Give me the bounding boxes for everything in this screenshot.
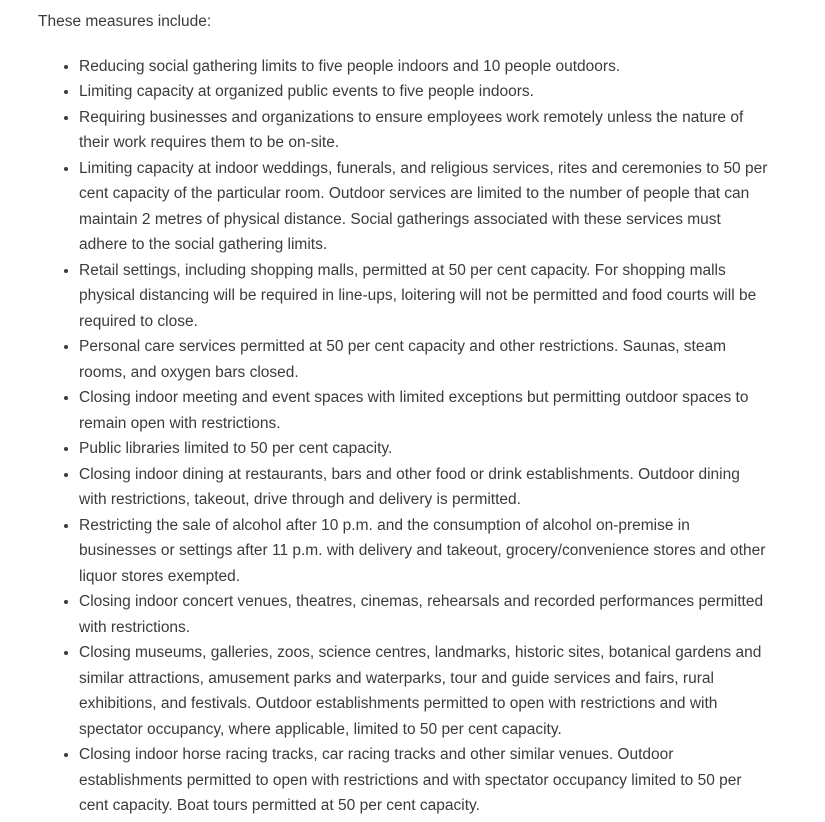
- list-item: • Limiting capacity at indoor weddings, funerals, and religious services, rites and ceremonies to 50 per cent capacity of the particular room. Outdoor services are limited to the number of people that can maintain 2 metres of physical distance. Social gatherings associated with these services must adhere to the social gathering limits.: [79, 156, 768, 258]
- measures-list: [38, 54, 768, 819]
- list-item: • Retail settings, including shopping malls, permitted at 50 per cent capacity. For shopping malls physical distancing will be required in line-ups, loitering will not be permitted and food courts will be required to close.: [79, 258, 768, 335]
- list-item: • Closing indoor meeting and event spaces with limited exceptions but permitting outdoor spaces to remain open with restrictions.: [79, 385, 768, 436]
- list-item: • Personal care services permitted at 50 per cent capacity and other restrictions. Saunas, steam rooms, and oxygen bars closed.: [79, 334, 768, 385]
- list-item: • Restricting the sale of alcohol after 10 p.m. and the consumption of alcohol on-premise in businesses or settings after 11 p.m. with delivery and takeout, grocery/convenience stores and other liquor stores exempted.: [79, 513, 768, 590]
- list-item: • Closing indoor dining at restaurants, bars and other food or drink establishments. Outdoor dining with restrictions, takeout, drive through and delivery is permitted.: [79, 462, 768, 513]
- list-item: • Closing indoor concert venues, theatres, cinemas, rehearsals and recorded performances permitted with restrictions.: [79, 589, 768, 640]
- list-item: • Closing indoor horse racing tracks, car racing tracks and other similar venues. Outdoor establishments permitted to open with restrictions and with spectator occupancy limited to 50 per cent capacity. Boat tours permitted at 50 per cent capacity.: [79, 742, 768, 819]
- list-item: • Requiring businesses and organizations to ensure employees work remotely unless the nature of their work requires them to be on-site.: [79, 105, 768, 156]
- list-item: • Public libraries limited to 50 per cent capacity.: [79, 436, 768, 462]
- intro-text: These measures include:: [38, 13, 212, 30]
- list-item: • Closing museums, galleries, zoos, science centres, landmarks, historic sites, botanical gardens and similar attractions, amusement parks and waterparks, tour and guide services and fairs, rural exhibitions, and festivals. Outdoor establishments permitted to open with restrictions and with spectator occupancy, where applicable, limited to 50 per cent capacity.: [79, 640, 768, 742]
- list-item: • Limiting capacity at organized public events to five people indoors.: [79, 79, 768, 105]
- list-item: • Reducing social gathering limits to five people indoors and 10 people outdoors.: [79, 54, 768, 80]
